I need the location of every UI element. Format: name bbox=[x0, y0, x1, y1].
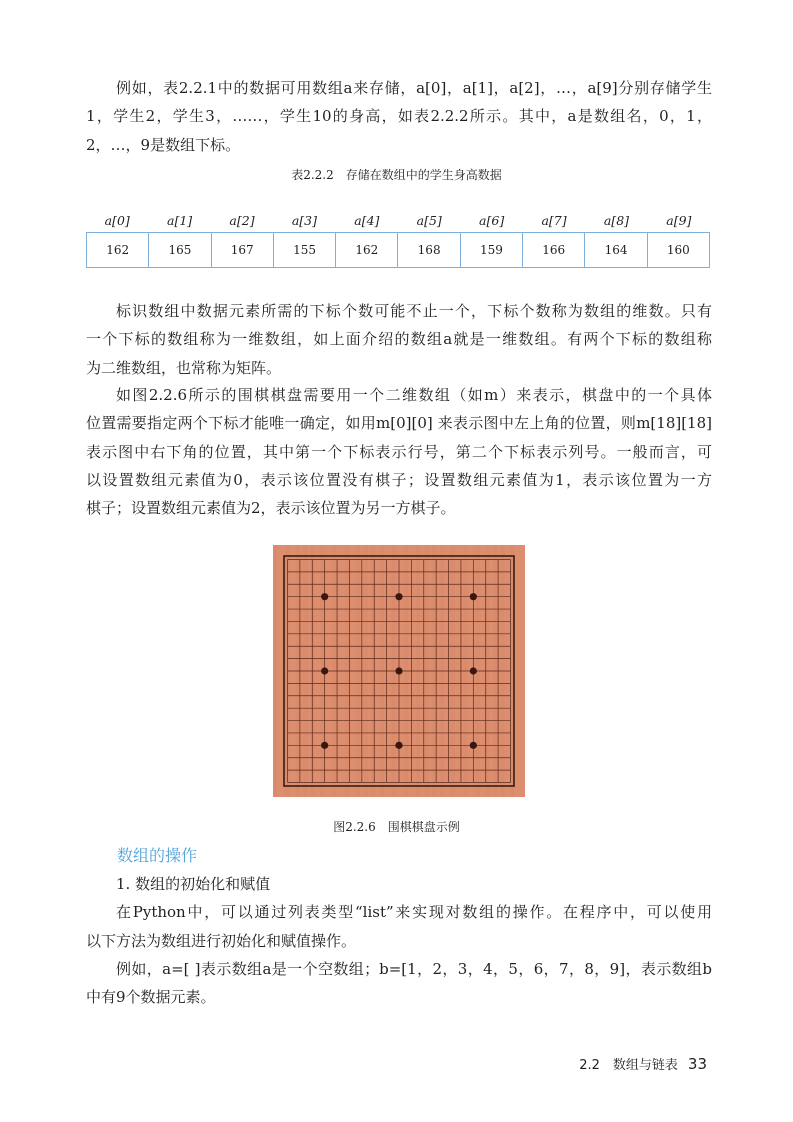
text-line: 一个下标的数组称为一维数组，如上面介绍的数组a就是一维数组。有两个下标的数组称 bbox=[86, 330, 712, 349]
table-header-cell: a[1] bbox=[167, 212, 193, 228]
text-line: 例如，a=[ ]表示数组a是一个空数组；b=[1，2，3，4，5，6，7，8，9]，表示数组b bbox=[116, 959, 712, 978]
text-line: 以设置数组元素值为0，表示该位置没有棋子；设置数组元素值为1，表示该位置为一方 bbox=[86, 470, 712, 489]
paragraph-intro bbox=[86, 74, 712, 159]
star-point bbox=[321, 742, 328, 749]
star-point bbox=[321, 667, 328, 674]
table-header-cell: a[0] bbox=[104, 212, 130, 228]
text-line: 位置需要指定两个下标才能唯一确定，如用m[0][0] 来表示图中左上角的位置，则m[18][18] bbox=[86, 414, 712, 433]
wood-grain bbox=[273, 545, 277, 797]
paragraph-init bbox=[86, 870, 712, 1011]
table-header-cell: a[7] bbox=[541, 212, 567, 228]
text-line: 标识数组中数据元素所需的下标个数可能不止一个，下标个数称为数组的维数。只有 bbox=[116, 302, 712, 320]
table-row bbox=[86, 232, 710, 268]
star-point bbox=[470, 742, 477, 749]
star-point bbox=[395, 742, 402, 749]
table-cell: 166 bbox=[522, 233, 584, 267]
star-point bbox=[470, 667, 477, 674]
table-cell: 159 bbox=[460, 233, 522, 267]
text-line: 如图2.2.6所示的围棋棋盘需要用一个二维数组（如m）来表示，棋盘中的一个具体 bbox=[116, 386, 712, 404]
footer-section: 2.2 数组与链表 bbox=[579, 1058, 678, 1073]
text-line: 棋子；设置数组元素值为2，表示该位置为另一方棋子。 bbox=[86, 499, 456, 518]
text-line: 1，学生2，学生3，……，学生10的身高，如表2.2.2所示。其中，a是数组名，0，1， bbox=[86, 107, 712, 126]
array-table bbox=[86, 208, 710, 268]
table-header-cell: a[2] bbox=[229, 212, 255, 228]
star-point bbox=[321, 593, 328, 600]
go-board-image bbox=[273, 545, 525, 797]
table-header-cell: a[8] bbox=[603, 212, 630, 228]
figure-caption: 图2.2.6 围棋棋盘示例 bbox=[333, 820, 460, 834]
page-number: 33 bbox=[687, 1055, 707, 1073]
table-header-row bbox=[86, 208, 710, 232]
section-heading: 数组的操作 bbox=[117, 846, 198, 865]
table-header-cell: a[6] bbox=[479, 212, 505, 228]
star-point bbox=[470, 593, 477, 600]
text-line: 在Python中，可以通过列表类型“list”来实现对数组的操作。在程序中，可以使用 bbox=[116, 903, 712, 922]
subheading: 1. 数组的初始化和赋值 bbox=[116, 875, 271, 893]
paragraph-go-board bbox=[86, 381, 712, 522]
table-header-cell: a[3] bbox=[291, 212, 317, 228]
table-cell: 164 bbox=[584, 233, 646, 267]
table-cell: 160 bbox=[647, 233, 709, 267]
table-header-cell: a[5] bbox=[416, 212, 442, 228]
star-point bbox=[395, 667, 402, 674]
text-line: 中有9个数据元素。 bbox=[86, 988, 216, 1007]
text-line: 为二维数组，也常称为矩阵。 bbox=[86, 358, 282, 377]
text-line: 例如，表2.2.1中的数据可用数组a来存储，a[0]，a[1]，a[2]，…，a[9]分别存储学生 bbox=[116, 79, 712, 97]
text-line: 2，…，9是数组下标。 bbox=[86, 135, 241, 154]
table-caption: 表2.2.2 存储在数组中的学生身高数据 bbox=[291, 168, 502, 182]
table-cell: 162 bbox=[335, 233, 397, 267]
table-cell: 168 bbox=[397, 233, 459, 267]
table-cell: 162 bbox=[106, 243, 130, 257]
table-cell: 155 bbox=[273, 233, 335, 267]
table-header-cell: a[4] bbox=[354, 212, 380, 228]
paragraph-dimensions bbox=[86, 297, 712, 382]
page-footer bbox=[579, 1054, 707, 1073]
text-line: 表示图中右下角的位置，其中第一个下标表示行号，第二个下标表示列号。一般而言，可 bbox=[86, 442, 712, 461]
table-cell: 167 bbox=[211, 233, 273, 267]
text-line: 以下方法为数组进行初始化和赋值操作。 bbox=[86, 931, 357, 950]
table-cell: 165 bbox=[148, 233, 210, 267]
table-header-cell: a[9] bbox=[666, 212, 692, 228]
star-point bbox=[395, 593, 402, 600]
